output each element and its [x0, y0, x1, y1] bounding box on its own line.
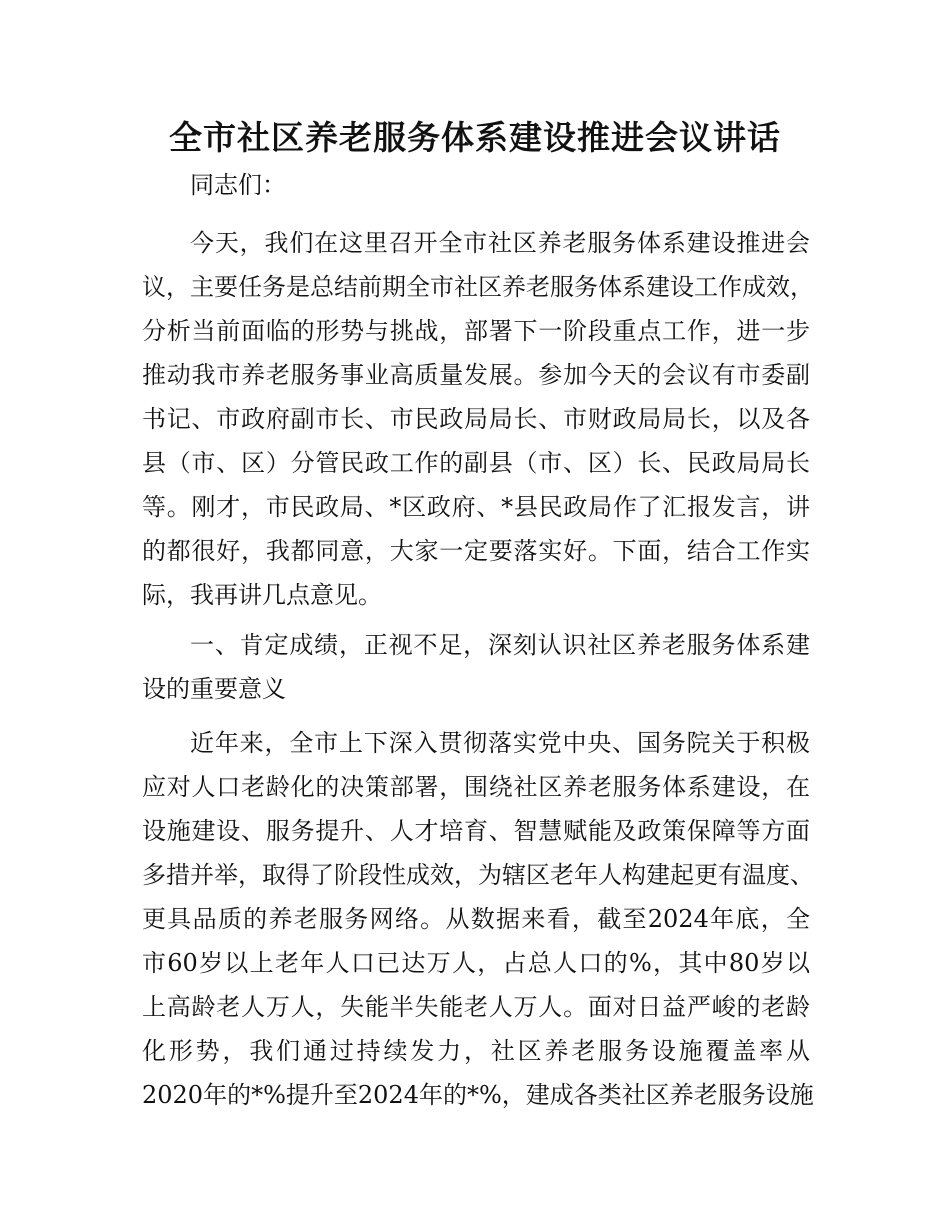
text-line: 县（市、区）分管民政工作的副县（市、区）长、民政局局长: [142, 449, 810, 477]
text-line: 近年来，全市上下深入贯彻落实党中央、国务院关于积极: [190, 729, 810, 757]
text-line: 设施建设、服务提升、人才培育、智慧赋能及政策保障等方面: [142, 817, 810, 845]
text-line: 际，我再讲几点意见。: [142, 581, 382, 609]
text-line: 上高龄老人万人，失能半失能老人万人。面对日益严峻的老龄: [142, 993, 810, 1021]
text-line: 应对人口老龄化的决策部署，围绕社区养老服务体系建设，在: [142, 773, 810, 801]
text-line: 化形势，我们通过持续发力，社区养老服务设施覆盖率从: [142, 1037, 810, 1065]
text-line: 分析当前面临的形势与挑战，部署下一阶段重点工作，进一步: [142, 317, 810, 345]
salutation: 同志们：: [190, 171, 286, 199]
text-line: 议，主要任务是总结前期全市社区养老服务体系建设工作成效，: [142, 273, 814, 301]
text-line: 多措并举，取得了阶段性成效，为辖区老年人构建起更有温度、: [142, 861, 814, 889]
text-line: 推动我市养老服务事业高质量发展。参加今天的会议有市委副: [142, 361, 810, 389]
text-line: 的都很好，我都同意，大家一定要落实好。下面，结合工作实: [142, 537, 810, 565]
text-line: 2020年的*%提升至2024年的*%，建成各类社区养老服务设施: [142, 1081, 814, 1109]
text-line: 更具品质的养老服务网络。从数据来看，截至2024年底，全: [142, 905, 810, 933]
text-line: 书记、市政府副市长、市民政局局长、市财政局局长，以及各: [142, 405, 810, 433]
document-title: 全市社区养老服务体系建设推进会议讲话: [169, 118, 781, 157]
text-line: 等。刚才，市民政局、*区政府、*县民政局作了汇报发言，讲: [142, 493, 810, 521]
section-heading-line: 一、肯定成绩，正视不足，深刻认识社区养老服务体系建: [190, 631, 810, 659]
text-line: 今天，我们在这里召开全市社区养老服务体系建设推进会: [190, 229, 810, 257]
text-line: 市60岁以上老年人口已达万人，占总人口的%，其中80岁以: [142, 949, 810, 977]
section-heading-line: 设的重要意义: [142, 675, 286, 703]
